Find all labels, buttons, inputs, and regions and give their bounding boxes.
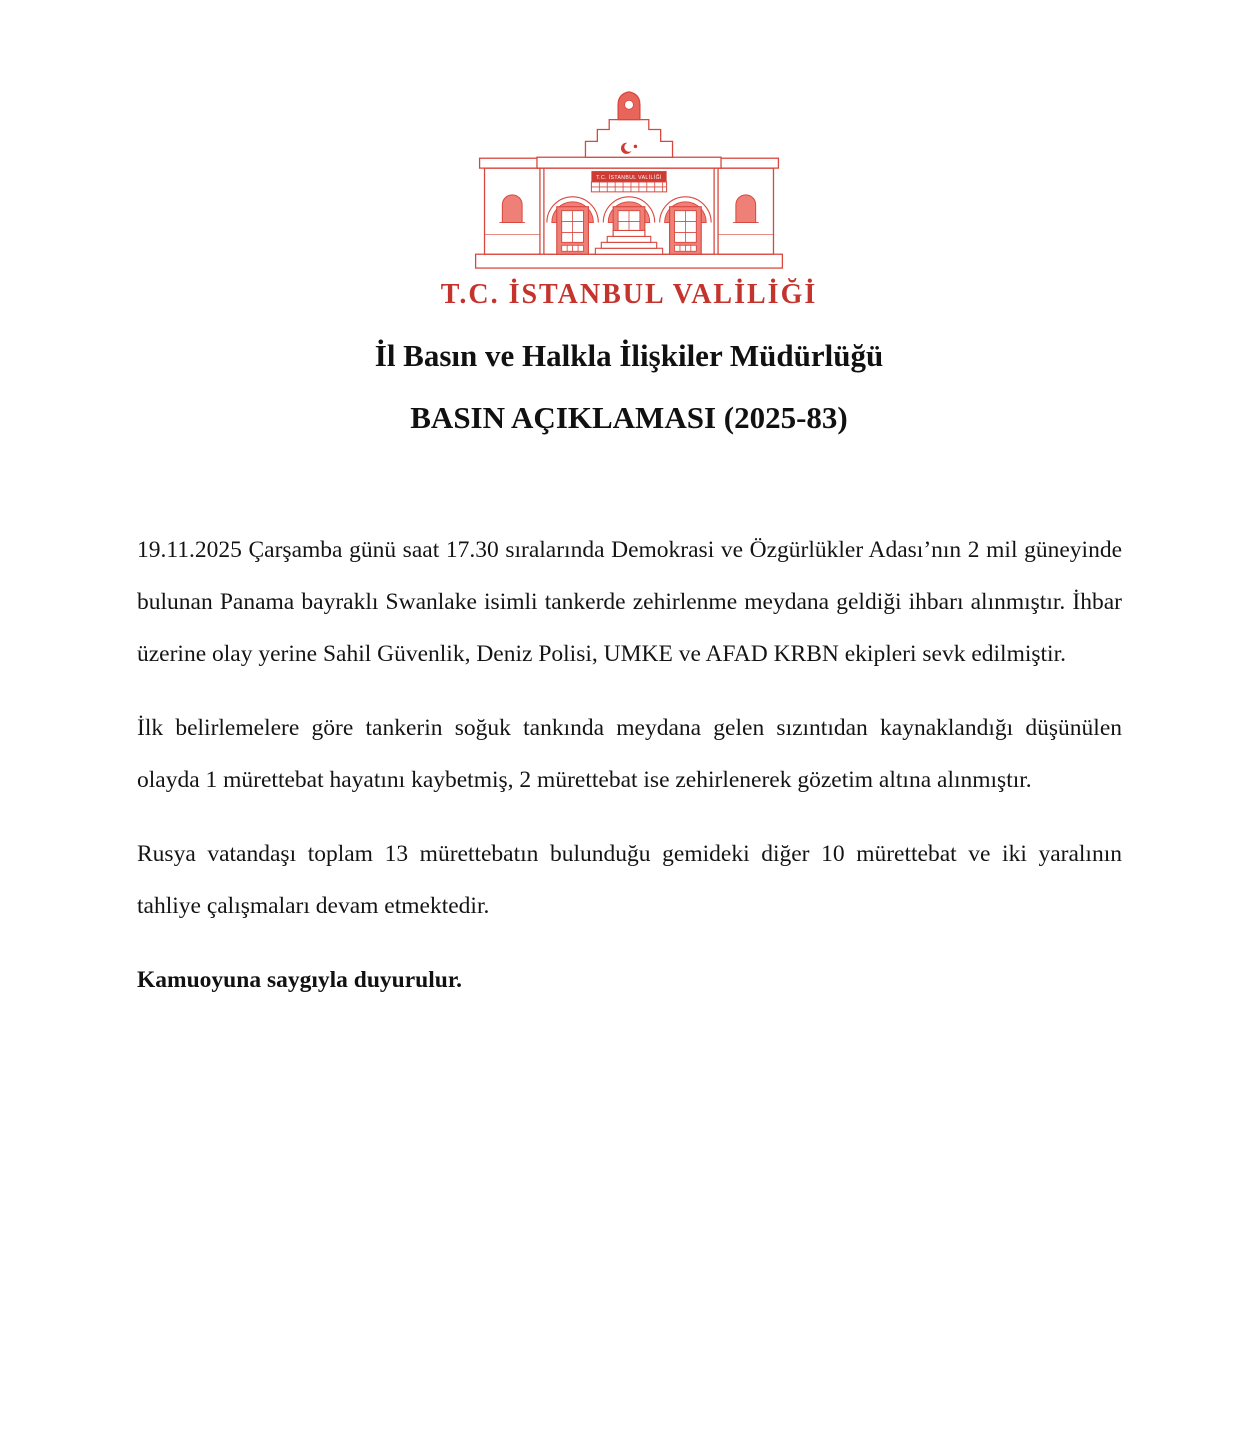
department-title: İl Basın ve Halkla İlişkiler Müdürlüğü bbox=[374, 338, 884, 373]
press-release-paragraph-1: 19.11.2025 Çarşamba günü saat 17.30 sıralarında Demokrasi ve Özgürlükler Adası’nın 2 mil güneyinde bulunan Panama bayraklı Swanlake isimli tankerde zehirlenme meydana geldiği ihbarı alınmıştır. İhbar üzerine olay yerine Sahil Güvenlik, Deniz Polisi, UMKE ve AFAD KRBN ekipleri sevk edilmiştir. bbox=[137, 537, 1122, 667]
logo-wordmark: T.C. İSTANBUL VALİLİĞİ bbox=[440, 279, 818, 310]
logo-banner-text: T.C. İSTANBUL VALİLİĞİ bbox=[596, 175, 662, 181]
press-release-body bbox=[137, 524, 1122, 1006]
building-emblem-icon bbox=[470, 84, 788, 274]
press-release-paragraph-2: İlk belirlemelere göre tankerin soğuk tankında meydana gelen sızıntıdan kaynaklandığı düşünülen olayda 1 mürettebat hayatını kaybetmiş, 2 mürettebat ise zehirlenerek gözetim altına alınmıştır. bbox=[137, 715, 1122, 793]
governorship-logo bbox=[470, 84, 788, 274]
press-release-title: BASIN AÇIKLAMASI (2025-83) bbox=[410, 400, 848, 435]
closing-statement: Kamuoyuna saygıyla duyurulur. bbox=[137, 967, 462, 993]
press-release-paragraph-3: Rusya vatandaşı toplam 13 mürettebatın bulunduğu gemideki diğer 10 mürettebat ve iki yaralının tahliye çalışmaları devam etmektedir. bbox=[137, 841, 1122, 919]
